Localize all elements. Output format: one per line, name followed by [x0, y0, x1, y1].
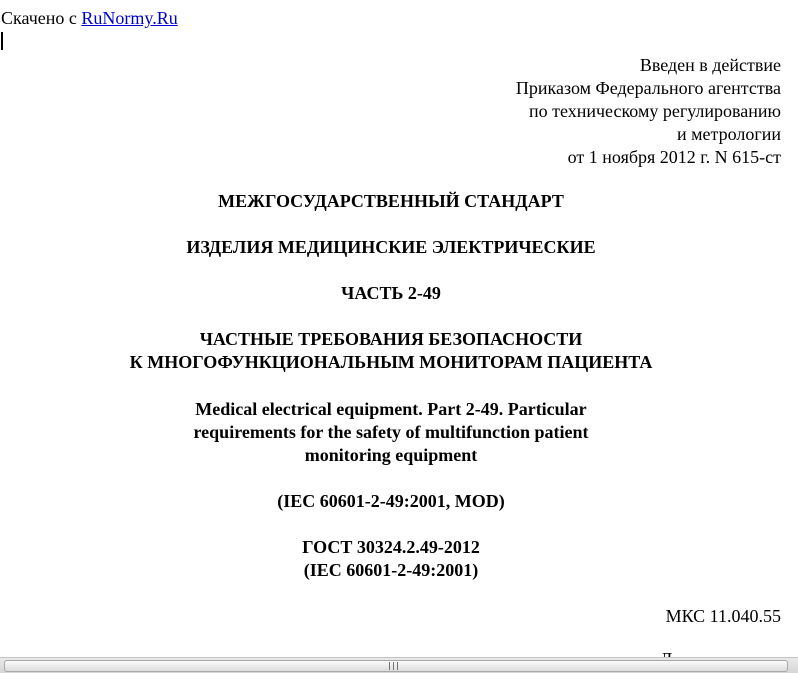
- scrollbar-thumb[interactable]: [4, 660, 788, 672]
- cut-off-text: [660, 650, 672, 657]
- iec-mod: (IEC 60601-2-49:2001, MOD): [277, 491, 505, 511]
- english-title-block: [0, 398, 782, 467]
- approval-line: и метрологии: [677, 124, 781, 144]
- approval-line: от 1 ноября 2012 г. N 615-ст: [567, 147, 781, 167]
- subject-line: К МНОГОФУНКЦИОНАЛЬНЫМ МОНИТОРАМ ПАЦИЕНТА: [129, 352, 653, 372]
- gost-line: (IEC 60601-2-49:2001): [303, 560, 479, 580]
- part-heading: [0, 282, 782, 305]
- product-title: ИЗДЕЛИЯ МЕДИЦИНСКИЕ ЭЛЕКТРИЧЕСКИЕ: [186, 237, 596, 257]
- mks-code: МКС 11.040.55: [665, 606, 781, 626]
- subject-heading: [0, 328, 782, 374]
- english-title-line: monitoring equipment: [304, 445, 478, 465]
- approval-line: Приказом Федерального агентства: [515, 78, 781, 98]
- runormy-link[interactable]: RuNormy.Ru: [81, 8, 178, 28]
- standard-type: МЕЖГОСУДАРСТВЕННЫЙ СТАНДАРТ: [218, 191, 564, 211]
- grip-icon: [389, 662, 401, 670]
- text-cursor: [1, 32, 3, 50]
- english-title-line: requirements for the safety of multifunction patient: [193, 422, 589, 442]
- product-heading: [0, 236, 782, 259]
- source-line: [1, 8, 178, 28]
- part-title: ЧАСТЬ 2-49: [341, 283, 441, 303]
- english-title-line: Medical electrical equipment. Part 2-49. Particular: [195, 399, 587, 419]
- source-prefix: Скачено с: [1, 8, 77, 28]
- horizontal-scrollbar[interactable]: [0, 657, 798, 673]
- approval-line: Введен в действие: [639, 55, 781, 75]
- approval-block: [516, 54, 781, 169]
- gost-line: ГОСТ 30324.2.49-2012: [302, 537, 480, 557]
- subject-line: ЧАСТНЫЕ ТРЕБОВАНИЯ БЕЗОПАСНОСТИ: [199, 329, 583, 349]
- approval-line: по техническому регулированию: [528, 101, 781, 121]
- iec-mod-heading: [0, 490, 782, 513]
- gost-heading: [0, 536, 782, 582]
- standard-type-heading: [0, 190, 782, 213]
